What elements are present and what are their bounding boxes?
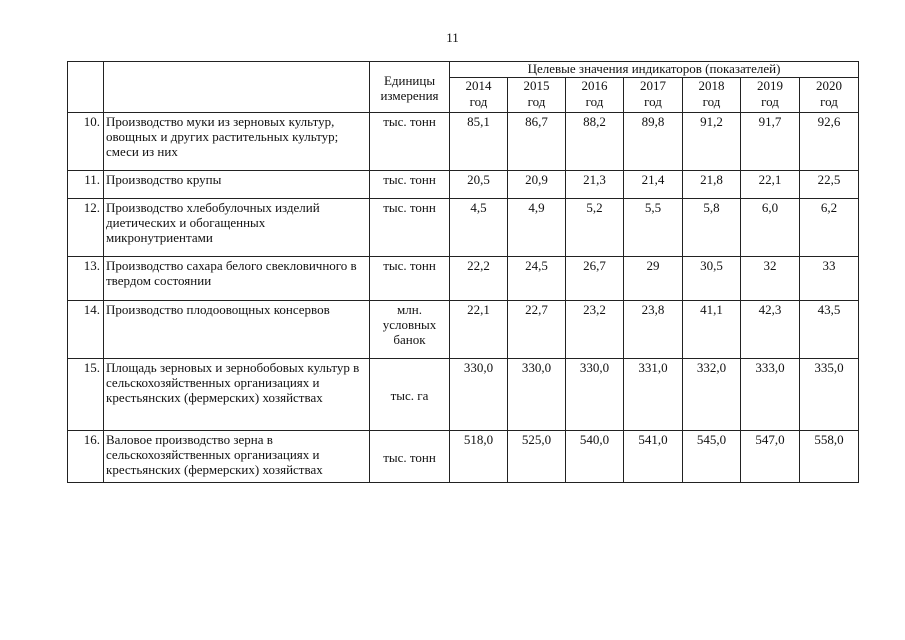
table-row	[68, 257, 859, 301]
value-cell: 21,8	[683, 171, 741, 199]
table-row	[68, 359, 859, 431]
value-cell: 6,0	[741, 199, 800, 257]
value-cell: 91,7	[741, 113, 800, 171]
year-suffix: год	[644, 94, 662, 109]
value-cell: 335,0	[800, 359, 859, 431]
row-number: 14.	[68, 301, 104, 359]
value-cell: 22,1	[741, 171, 800, 199]
value-cell: 21,3	[566, 171, 624, 199]
value-cell: 333,0	[741, 359, 800, 431]
year-header	[800, 78, 859, 113]
year-suffix: год	[702, 94, 721, 109]
year-header	[508, 78, 566, 113]
value-cell: 331,0	[624, 359, 683, 431]
value-cell: 22,2	[450, 257, 508, 301]
year-suffix: год	[585, 94, 604, 109]
page-number: 11	[446, 30, 459, 45]
year-suffix: год	[469, 94, 488, 109]
value-cell: 30,5	[683, 257, 741, 301]
indicator-name: Производство крупы	[104, 171, 370, 199]
value-cell: 4,9	[508, 199, 566, 257]
unit-cell: тыс. тонн	[370, 257, 450, 301]
row-number: 16.	[68, 431, 104, 483]
value-cell: 21,4	[624, 171, 683, 199]
value-cell: 5,5	[624, 199, 683, 257]
value-cell: 541,0	[624, 431, 683, 483]
indicator-name: Производство плодоовощных консервов	[104, 301, 370, 359]
header-name-cell	[104, 62, 370, 113]
value-cell: 545,0	[683, 431, 741, 483]
year-label: 2018	[698, 78, 725, 93]
value-cell: 24,5	[508, 257, 566, 301]
value-cell: 5,8	[683, 199, 741, 257]
value-cell: 5,2	[566, 199, 624, 257]
header-row-group	[68, 62, 859, 78]
value-cell: 22,1	[450, 301, 508, 359]
table-row	[68, 431, 859, 483]
header-num-cell	[68, 62, 104, 113]
year-label: 2020	[816, 78, 843, 93]
row-number: 15.	[68, 359, 104, 431]
value-cell: 20,9	[508, 171, 566, 199]
value-cell: 91,2	[683, 113, 741, 171]
year-header	[566, 78, 624, 113]
table-row	[68, 171, 859, 199]
indicators-table	[67, 61, 859, 483]
table-row	[68, 199, 859, 257]
value-cell: 330,0	[508, 359, 566, 431]
year-label: 2016	[581, 78, 608, 93]
indicator-name: Площадь зерновых и зернобобовых культур в сельскохозяйственных организациях и крестьянских (фермерских) хозяйствах	[104, 359, 370, 431]
indicator-name: Производство сахара белого свекловичного в твердом состоянии	[104, 257, 370, 301]
value-cell: 330,0	[566, 359, 624, 431]
year-label: 2017	[640, 78, 666, 93]
year-header	[683, 78, 741, 113]
year-label: 2015	[523, 78, 550, 93]
value-cell: 92,6	[800, 113, 859, 171]
year-suffix: год	[761, 94, 779, 109]
value-cell: 525,0	[508, 431, 566, 483]
value-cell: 20,5	[450, 171, 508, 199]
value-cell: 26,7	[566, 257, 624, 301]
value-cell: 29	[624, 257, 683, 301]
value-cell: 540,0	[566, 431, 624, 483]
year-header	[624, 78, 683, 113]
value-cell: 32	[741, 257, 800, 301]
table-row	[68, 113, 859, 171]
value-cell: 43,5	[800, 301, 859, 359]
unit-cell: тыс. га	[370, 359, 450, 431]
year-suffix: год	[820, 94, 838, 109]
year-label: 2019	[757, 78, 783, 93]
header-units-cell: Единицы измерения	[370, 62, 450, 113]
indicator-name: Производство хлебобулочных изделий диетических и обогащенных микронутриентами	[104, 199, 370, 257]
unit-cell: тыс. тонн	[370, 171, 450, 199]
value-cell: 22,7	[508, 301, 566, 359]
year-label: 2014	[465, 78, 492, 93]
header-target-values: Целевые значения индикаторов (показателей)	[450, 62, 859, 78]
year-header	[450, 78, 508, 113]
value-cell: 85,1	[450, 113, 508, 171]
indicator-name: Производство муки из зерновых культур, овощных и других растительных культур; смеси из них	[104, 113, 370, 171]
value-cell: 330,0	[450, 359, 508, 431]
indicator-name: Валовое производство зерна в сельскохозяйственных организациях и крестьянских (фермерских) хозяйствах	[104, 431, 370, 483]
value-cell: 332,0	[683, 359, 741, 431]
value-cell: 22,5	[800, 171, 859, 199]
value-cell: 518,0	[450, 431, 508, 483]
value-cell: 41,1	[683, 301, 741, 359]
year-suffix: год	[527, 94, 546, 109]
value-cell: 89,8	[624, 113, 683, 171]
row-number: 13.	[68, 257, 104, 301]
value-cell: 88,2	[566, 113, 624, 171]
unit-cell: тыс. тонн	[370, 431, 450, 483]
row-number: 11.	[68, 171, 104, 199]
unit-cell: млн. условных банок	[370, 301, 450, 359]
value-cell: 23,2	[566, 301, 624, 359]
value-cell: 558,0	[800, 431, 859, 483]
row-number: 10.	[68, 113, 104, 171]
value-cell: 547,0	[741, 431, 800, 483]
year-header	[741, 78, 800, 113]
unit-cell: тыс. тонн	[370, 199, 450, 257]
unit-cell: тыс. тонн	[370, 113, 450, 171]
value-cell: 86,7	[508, 113, 566, 171]
table-row	[68, 301, 859, 359]
value-cell: 33	[800, 257, 859, 301]
value-cell: 6,2	[800, 199, 859, 257]
value-cell: 4,5	[450, 199, 508, 257]
row-number: 12.	[68, 199, 104, 257]
value-cell: 42,3	[741, 301, 800, 359]
value-cell: 23,8	[624, 301, 683, 359]
